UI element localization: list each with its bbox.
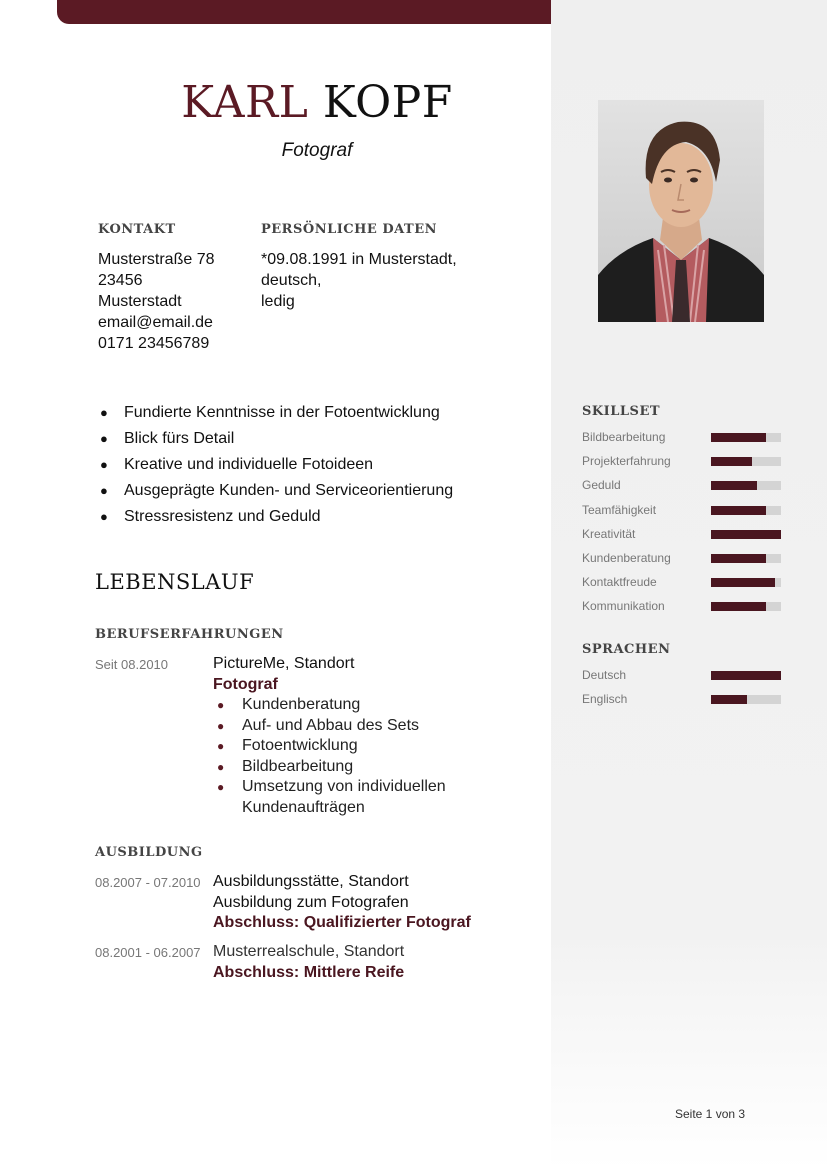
list-item: ● Kundenberatung [217, 696, 361, 713]
skill-level-bar [711, 554, 781, 563]
first-name: KARL [181, 77, 309, 128]
language-level-bar [711, 695, 781, 704]
skill-label: Geduld [582, 478, 621, 493]
list-item: ● Blick fürs Detail [100, 430, 235, 447]
skill-label: Projekterfahrung [582, 454, 671, 469]
education-entry [213, 872, 471, 934]
page-title [0, 78, 634, 128]
language-row [582, 692, 782, 708]
skillset-heading: SKILLSET [582, 404, 661, 419]
page-number: Seite 1 von 3 [675, 1107, 746, 1121]
skill-label: Teamfähigkeit [582, 502, 657, 517]
skill-level-fill [711, 530, 781, 539]
profession: Fotograf [281, 140, 353, 161]
portrait-illustration [598, 100, 764, 322]
skill-row [582, 454, 782, 470]
personal-nationality: deutsch, [261, 272, 322, 289]
skill-level-bar [711, 481, 781, 490]
language-level-bar [711, 671, 781, 680]
contact-heading: KONTAKT [98, 222, 176, 237]
skill-level-bar [711, 433, 781, 442]
contact-street: Musterstraße 78 [98, 251, 215, 268]
profile-photo [598, 100, 764, 322]
personal-status: ledig [261, 293, 295, 310]
experience-role: Fotograf [213, 675, 278, 693]
strengths-list [98, 402, 453, 532]
skill-row [582, 527, 782, 543]
contact-zip: 23456 [98, 272, 143, 289]
list-item: ● Auf- und Abbau des Sets [217, 716, 420, 734]
last-name: KOPF [322, 77, 453, 128]
language-row [582, 668, 782, 684]
skill-label: Kreativität [582, 526, 636, 541]
skill-label: Kontaktfreude [582, 575, 657, 590]
experience-tasks [213, 695, 446, 818]
language-level-fill [711, 671, 781, 680]
skill-label: Kommunikation [582, 599, 665, 614]
personal-block [261, 249, 457, 312]
list-item: ● Umsetzung von individuellen [217, 778, 446, 795]
skill-level-fill [711, 481, 757, 490]
skill-level-fill [711, 457, 752, 466]
skill-row [582, 551, 782, 567]
languages-heading: SPRACHEN [582, 642, 671, 657]
list-item: ● Fotoentwicklung [217, 737, 358, 754]
skill-level-fill [711, 602, 766, 611]
experience-company: PictureMe, Standort [213, 655, 355, 672]
education-institution: Ausbildungsstätte, Standort [213, 873, 409, 890]
experience-date: Seit 08.2010 [95, 657, 169, 672]
skill-row [582, 503, 782, 519]
skill-row [582, 478, 782, 494]
list-item-continuation: Kundenaufträgen [242, 798, 365, 816]
skill-level-fill [711, 578, 775, 587]
education-heading: AUSBILDUNG [95, 845, 203, 860]
language-level-fill [711, 695, 747, 704]
skill-label: Kundenberatung [582, 551, 671, 565]
skill-level-bar [711, 578, 781, 587]
skill-level-bar [711, 457, 781, 466]
cv-title: LEBENSLAUF [95, 570, 255, 594]
list-item: ● Kreative und individuelle Fotoideen [100, 456, 374, 473]
skill-label: Bildbearbeitung [582, 430, 666, 444]
personal-heading: PERSÖNLICHE DATEN [261, 222, 437, 237]
skill-level-fill [711, 554, 766, 563]
skill-row [582, 575, 782, 591]
education-date: 08.2007 - 07.2010 [95, 875, 201, 890]
language-label: Deutsch [582, 668, 627, 682]
skill-level-bar [711, 530, 781, 539]
education-program: Ausbildung zum Fotografen [213, 893, 409, 911]
contact-block [98, 249, 214, 354]
skill-level-bar [711, 602, 781, 611]
list-item: ● Stressresistenz und Geduld [100, 508, 321, 525]
list-item: ● Bildbearbeitung [217, 757, 354, 775]
top-accent-bar [57, 0, 591, 24]
experience-entry [213, 654, 446, 818]
skill-level-bar [711, 506, 781, 515]
contact-city: Musterstadt [98, 293, 182, 310]
skill-row [582, 430, 782, 446]
education-entry [213, 942, 404, 983]
skill-level-fill [711, 433, 766, 442]
list-item: ● Fundierte Kenntnisse in der Fotoentwicklung [100, 404, 440, 421]
personal-birth: *09.08.1991 in Musterstadt, [261, 251, 457, 268]
education-institution: Musterrealschule, Standort [213, 943, 405, 960]
skill-level-fill [711, 506, 766, 515]
contact-email: email@email.de [98, 314, 213, 331]
education-date: 08.2001 - 06.2007 [95, 945, 201, 960]
education-degree: Abschluss: Qualifizierter Fotograf [213, 914, 471, 931]
experience-heading: BERUFSERFAHRUNGEN [95, 627, 284, 642]
education-degree: Abschluss: Mittlere Reife [213, 963, 405, 981]
contact-phone: 0171 23456789 [98, 335, 210, 352]
skill-row [582, 599, 782, 615]
list-item: ● Ausgeprägte Kunden- und Serviceorientierung [100, 482, 454, 499]
language-label: Englisch [582, 692, 628, 707]
